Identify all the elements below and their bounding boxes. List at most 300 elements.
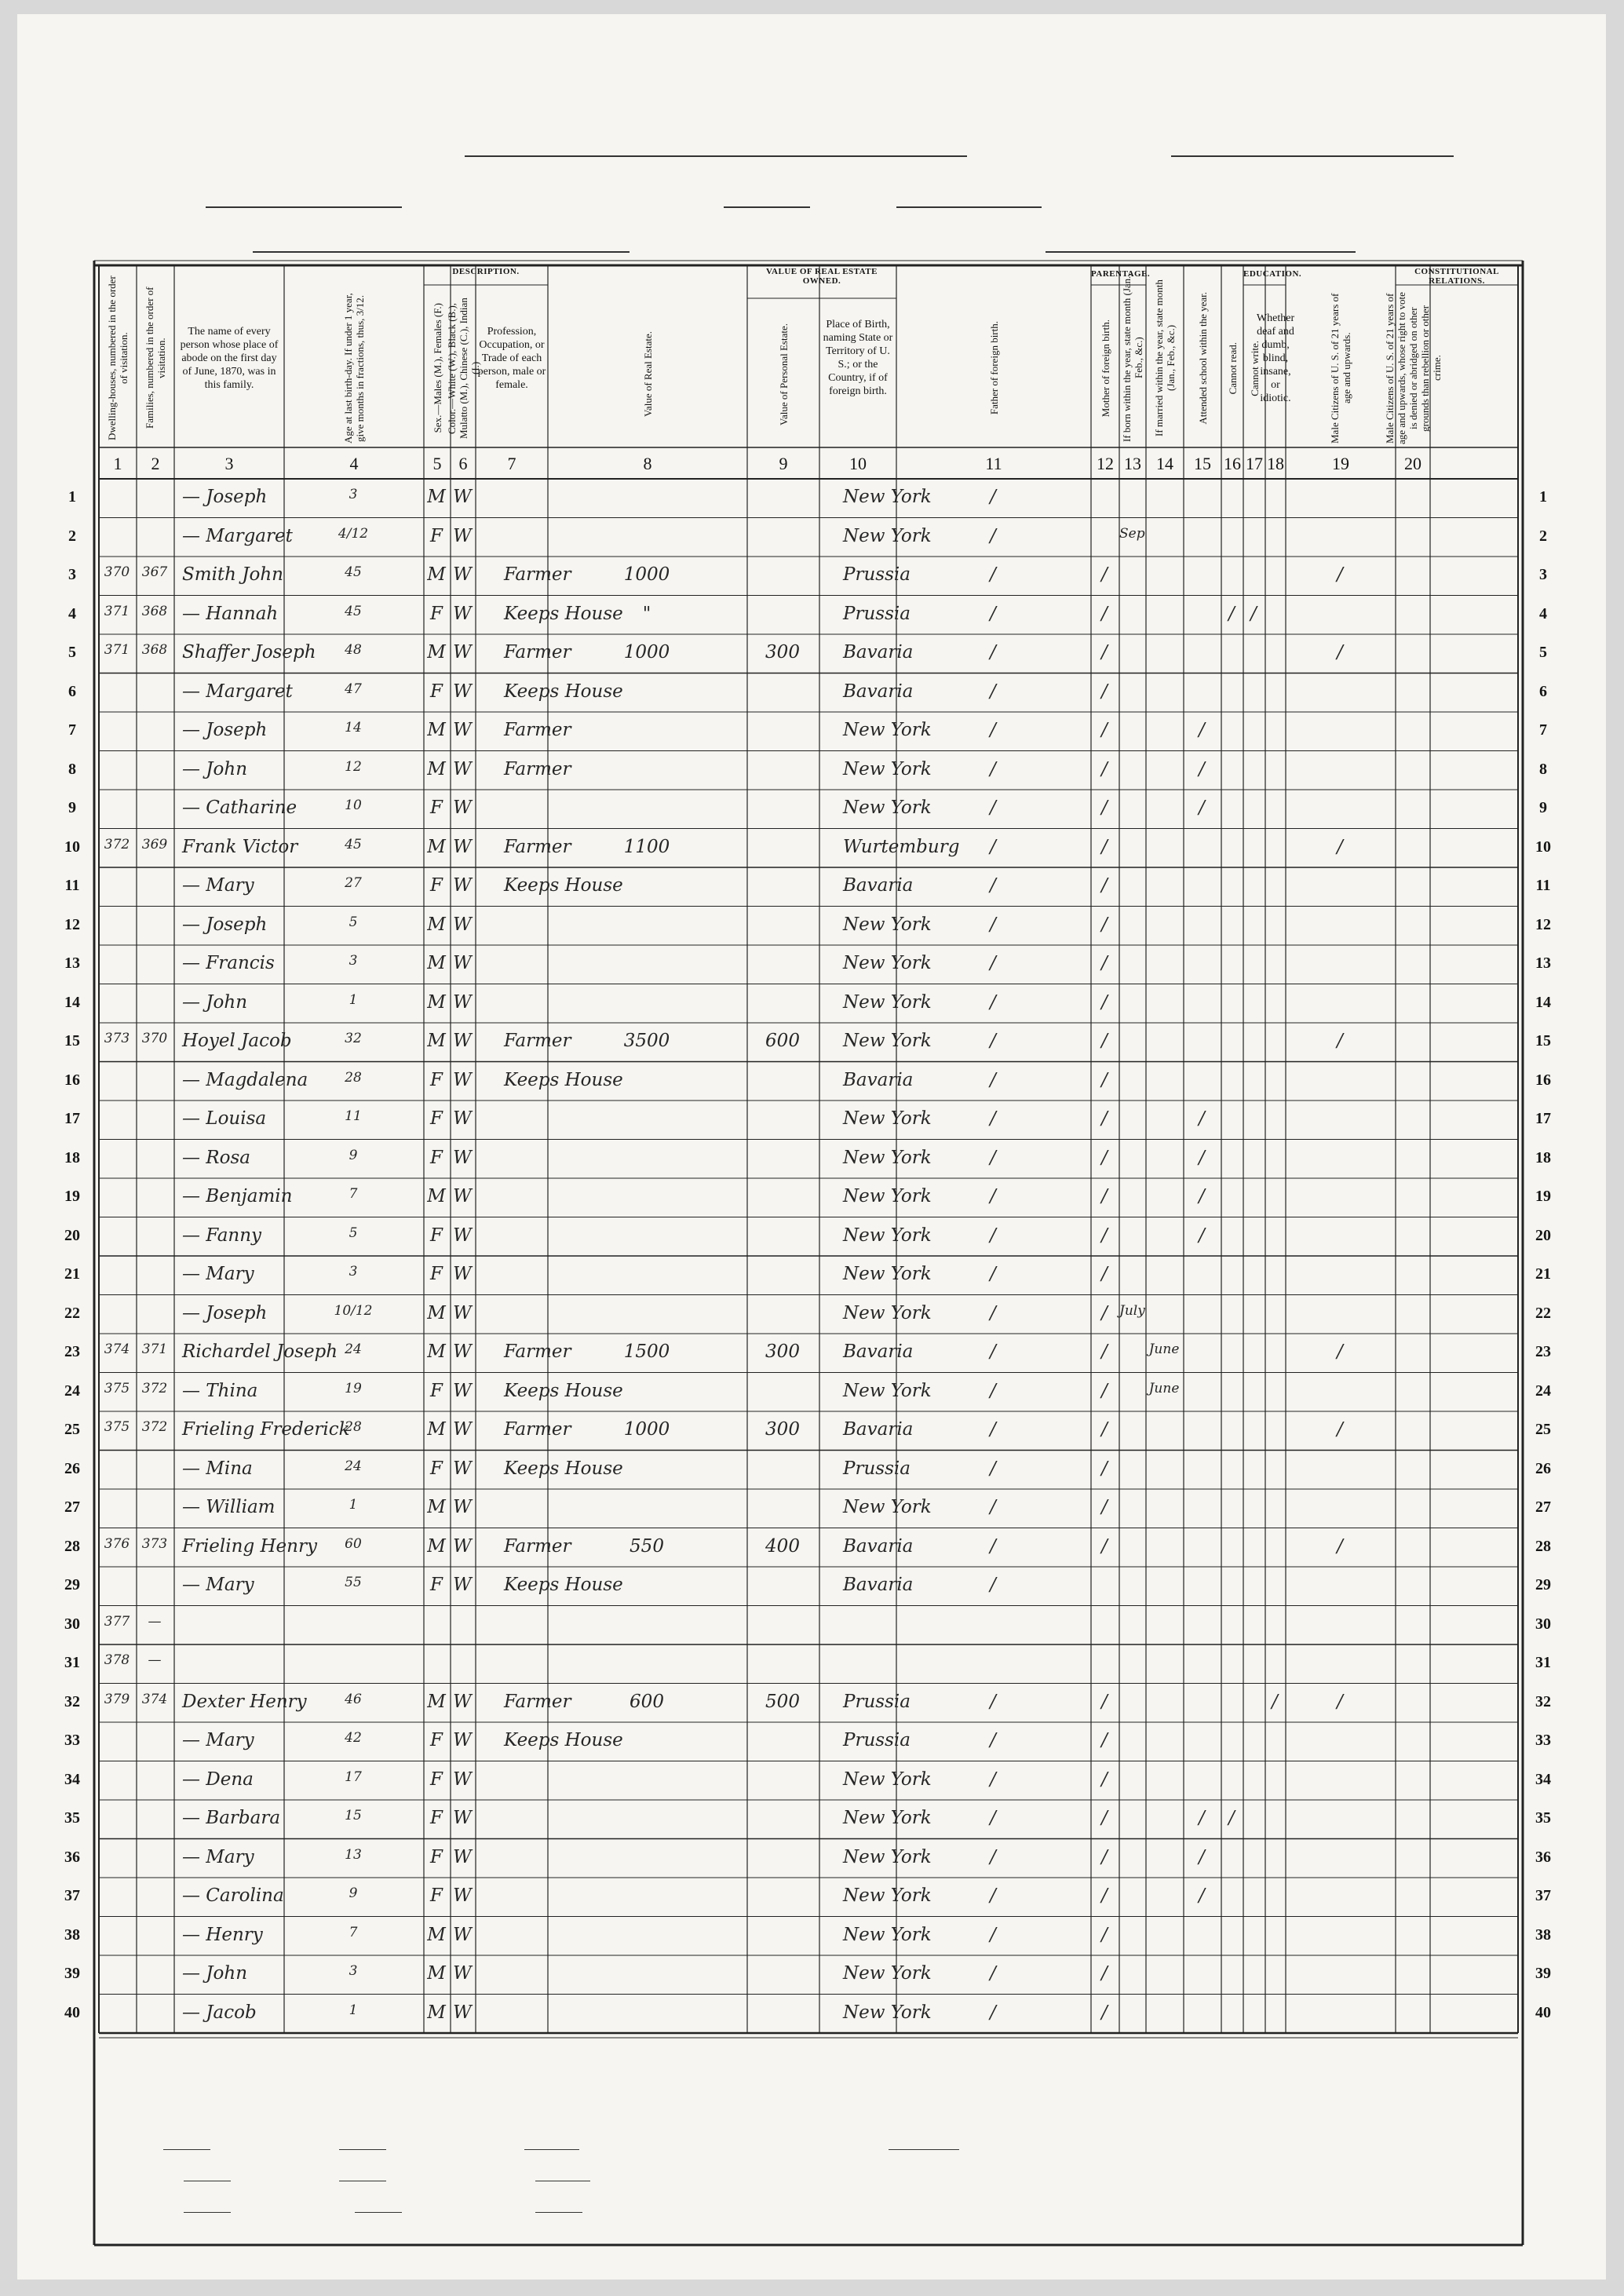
cell-birth: Bavaria xyxy=(843,1419,914,1440)
cell-re: 1500 xyxy=(623,1341,670,1362)
row-number-right: 2 xyxy=(1539,527,1547,545)
column-header-label-3: The name of every person whose place of abode on the first day of June, 1870, was in this family. xyxy=(180,325,279,391)
cell-name: — Francis xyxy=(182,953,275,973)
cell-occ: Farmer xyxy=(504,1031,571,1051)
row-number-left: 17 xyxy=(64,1110,80,1127)
cell-age: 28 xyxy=(345,1069,362,1086)
cell-fa: / xyxy=(990,1535,996,1557)
cell-fa: / xyxy=(990,1069,996,1090)
row-number-left: 35 xyxy=(64,1809,80,1827)
column-header-13 xyxy=(1121,268,1144,447)
group-header-description: DESCRIPTION. xyxy=(452,267,520,276)
cell-age: 7 xyxy=(349,1186,358,1202)
row-number-left: 27 xyxy=(64,1498,80,1516)
cell-occ: Keeps House xyxy=(504,1575,623,1595)
column-header-label-9: Value of Personal Estate. xyxy=(777,323,790,425)
cell-color: W xyxy=(453,1769,472,1790)
cell-sex: F xyxy=(430,1108,443,1129)
column-header-label-18: Whether deaf and dumb, blind, insane, or idiotic. xyxy=(1256,312,1295,404)
cell-birth: Prussia xyxy=(843,603,911,624)
cell-fa: / xyxy=(990,798,996,818)
column-header-12 xyxy=(1093,289,1118,447)
cell-color: W xyxy=(453,1186,472,1206)
row-number-left: 31 xyxy=(64,1654,80,1671)
row-number-right: 13 xyxy=(1535,955,1551,972)
cell-fa: / xyxy=(990,758,996,779)
cell-name: — William xyxy=(182,1497,276,1517)
cell-color: W xyxy=(453,1458,472,1479)
row-number-left: 25 xyxy=(64,1421,80,1438)
cell-c19: / xyxy=(1337,1341,1343,1362)
cell-f: 374 xyxy=(141,1691,168,1707)
column-number-11: 11 xyxy=(985,454,1002,473)
cell-name: — John xyxy=(182,758,248,779)
row-number-right: 15 xyxy=(1535,1032,1551,1049)
cell-color: W xyxy=(453,1730,472,1750)
cell-name: — Rosa xyxy=(182,1147,250,1168)
cell-occ: Farmer xyxy=(504,1691,571,1712)
cell-color: W xyxy=(453,1497,472,1517)
cell-mo: / xyxy=(1101,681,1108,702)
cell-d: 373 xyxy=(104,1031,130,1046)
cell-re: 3500 xyxy=(623,1031,670,1051)
cell-color: W xyxy=(453,875,472,896)
cell-birth: Bavaria xyxy=(843,1575,914,1595)
cell-mo: / xyxy=(1101,991,1108,1013)
white-males-count xyxy=(184,2212,231,2213)
cell-pe: 300 xyxy=(765,642,800,663)
cell-sex: M xyxy=(427,1302,446,1323)
cell-mo: / xyxy=(1101,642,1108,663)
cell-bm: Sep xyxy=(1119,525,1145,542)
column-header-label-17: Cannot write. xyxy=(1248,340,1261,396)
column-number-15: 15 xyxy=(1194,454,1211,473)
cell-mm: June xyxy=(1148,1341,1180,1357)
cell-c19: / xyxy=(1337,836,1343,857)
cell-occ: Keeps House xyxy=(504,1069,623,1090)
cell-birth: New York xyxy=(843,487,932,507)
cell-sch: / xyxy=(1199,1108,1205,1129)
row-number-right: 39 xyxy=(1535,1965,1551,1982)
cell-sex: M xyxy=(427,758,446,779)
cell-sch: / xyxy=(1199,720,1205,740)
cell-mo: / xyxy=(1101,1808,1108,1828)
row-number-right: 34 xyxy=(1535,1770,1551,1788)
cell-age: 1 xyxy=(349,991,358,1008)
cell-name: — Mary xyxy=(182,1846,254,1867)
cell-occ: Farmer xyxy=(504,564,571,585)
cell-color: W xyxy=(453,1108,472,1129)
cell-name: Dexter Henry xyxy=(182,1691,307,1712)
row-number-right: 37 xyxy=(1535,1887,1551,1904)
cell-c19: / xyxy=(1337,1691,1343,1712)
row-number-right: 23 xyxy=(1535,1343,1551,1360)
column-header-19 xyxy=(1287,289,1394,447)
cell-mo: / xyxy=(1101,1497,1108,1517)
cell-fa: / xyxy=(990,1341,996,1362)
cell-color: W xyxy=(453,1924,472,1945)
group-header-constitutional: CONSTITUTIONAL RELATIONS. xyxy=(1414,267,1499,286)
cell-mo: / xyxy=(1101,1147,1108,1168)
column-number-20: 20 xyxy=(1404,454,1421,473)
row-number-right: 33 xyxy=(1535,1732,1551,1749)
cell-sex: F xyxy=(430,798,443,818)
cell-fa: / xyxy=(990,1264,996,1284)
cell-sex: M xyxy=(427,953,446,973)
cell-fa: / xyxy=(990,2002,996,2023)
cell-age: 9 xyxy=(349,1885,358,1901)
cell-d: 375 xyxy=(104,1380,130,1396)
cell-color: W xyxy=(453,914,472,935)
row-number-right: 36 xyxy=(1535,1848,1551,1866)
cell-mo: / xyxy=(1101,836,1108,857)
cell-sex: M xyxy=(427,1497,446,1517)
cell-occ: Farmer xyxy=(504,758,571,779)
cell-sch: / xyxy=(1199,1808,1205,1828)
row-number-right: 25 xyxy=(1535,1421,1551,1438)
cell-fa: / xyxy=(990,836,996,857)
column-header-label-1: Dwelling-houses, numbered in the order of visitation. xyxy=(106,276,130,440)
cell-f: 371 xyxy=(141,1341,168,1357)
cell-age: 47 xyxy=(345,681,362,697)
cell-age: 48 xyxy=(345,642,362,658)
cell-occ: Keeps House xyxy=(504,1730,623,1750)
row-number-right: 38 xyxy=(1535,1926,1551,1944)
cell-name: — Catharine xyxy=(182,798,297,818)
cell-sex: F xyxy=(430,1846,443,1867)
column-header-9 xyxy=(749,301,818,447)
row-number-left: 1 xyxy=(68,488,76,506)
cell-age: 45 xyxy=(345,603,362,619)
cell-age: 5 xyxy=(349,1225,358,1241)
cell-d: 370 xyxy=(104,564,130,580)
row-number-right: 32 xyxy=(1535,1692,1551,1710)
cell-sex: F xyxy=(430,1380,443,1401)
column-number-7: 7 xyxy=(507,454,516,473)
row-number-right: 30 xyxy=(1535,1615,1551,1633)
row-number-right: 4 xyxy=(1539,604,1547,622)
cell-color: W xyxy=(453,991,472,1013)
cell-name: — Louisa xyxy=(182,1108,267,1129)
cell-birth: New York xyxy=(843,1497,932,1517)
row-number-left: 10 xyxy=(64,838,80,856)
cell-sex: M xyxy=(427,1535,446,1557)
cell-sex: M xyxy=(427,836,446,857)
group-header-real_estate: VALUE OF REAL ESTATE OWNED. xyxy=(766,267,878,286)
dwellings-count xyxy=(163,2149,210,2150)
cell-sch: / xyxy=(1199,1225,1205,1246)
row-number-left: 26 xyxy=(64,1459,80,1477)
row-number-left: 6 xyxy=(68,682,76,700)
cell-age: 32 xyxy=(345,1031,362,1046)
census-page xyxy=(17,14,1606,2280)
cell-fa: / xyxy=(990,1458,996,1479)
cell-sex: F xyxy=(430,1575,443,1595)
row-number-left: 2 xyxy=(68,527,76,545)
cell-sex: M xyxy=(427,720,446,740)
cell-age: 10/12 xyxy=(334,1302,373,1319)
row-number-right: 29 xyxy=(1535,1576,1551,1593)
cell-name: — Mary xyxy=(182,875,254,896)
column-header-label-19: Male Citizens of U. S. of 21 years of age and upwards. xyxy=(1329,293,1352,444)
cell-fa: / xyxy=(990,1885,996,1906)
cell-color: W xyxy=(453,1419,472,1440)
cell-age: 3 xyxy=(349,1264,358,1279)
cell-birth: New York xyxy=(843,1808,932,1828)
cell-sex: F xyxy=(430,1769,443,1790)
cell-color: W xyxy=(453,2002,472,2023)
row-number-left: 9 xyxy=(68,799,76,816)
cell-sex: F xyxy=(430,525,443,546)
cell-re: 1000 xyxy=(623,642,670,663)
cell-color: W xyxy=(453,1031,472,1051)
cell-name: — Jacob xyxy=(182,2002,257,2023)
cell-d: 378 xyxy=(104,1652,130,1668)
cell-birth: New York xyxy=(843,1147,932,1168)
row-number-right: 19 xyxy=(1535,1188,1551,1205)
column-header-16 xyxy=(1223,289,1242,447)
cell-age: 1 xyxy=(349,2002,358,2018)
column-header-2 xyxy=(138,268,173,447)
cell-name: Richardel Joseph xyxy=(182,1341,338,1362)
cell-color: W xyxy=(453,642,472,663)
row-number-left: 40 xyxy=(64,2003,80,2021)
cell-age: 3 xyxy=(349,953,358,969)
cell-fa: / xyxy=(990,642,996,663)
row-number-left: 19 xyxy=(64,1188,80,1205)
cell-fa: / xyxy=(990,1769,996,1790)
cell-occ: Keeps House xyxy=(504,681,623,702)
cell-sch: / xyxy=(1199,1186,1205,1206)
column-header-15 xyxy=(1185,268,1220,447)
row-number-left: 21 xyxy=(64,1265,80,1283)
row-number-right: 31 xyxy=(1535,1654,1551,1671)
row-number-left: 30 xyxy=(64,1615,80,1633)
cell-birth: New York xyxy=(843,798,932,818)
row-number-left: 7 xyxy=(68,721,76,739)
cell-birth: Prussia xyxy=(843,564,911,585)
cell-occ: Keeps House xyxy=(504,875,623,896)
column-header-10 xyxy=(821,268,895,447)
cell-occ: Keeps House xyxy=(504,603,623,624)
cell-mo: / xyxy=(1101,1419,1108,1440)
cell-cr: / xyxy=(1228,603,1235,624)
cell-name: Shaffer Joseph xyxy=(182,642,316,663)
cell-fa: / xyxy=(990,1031,996,1051)
row-number-right: 18 xyxy=(1535,1148,1551,1166)
cell-mo: / xyxy=(1101,1069,1108,1090)
cell-age: 28 xyxy=(345,1419,362,1435)
column-header-label-11: Father of foreign birth. xyxy=(987,321,1000,415)
cell-color: W xyxy=(453,1264,472,1284)
cell-sex: F xyxy=(430,1808,443,1828)
cell-re: 550 xyxy=(630,1535,664,1557)
row-number-left: 38 xyxy=(64,1926,80,1944)
cell-birth: Wurtemburg xyxy=(843,836,960,857)
cell-fa: / xyxy=(990,1846,996,1867)
cell-color: W xyxy=(453,1225,472,1246)
row-number-left: 28 xyxy=(64,1537,80,1555)
cell-occ: Farmer xyxy=(504,642,571,663)
cell-f: 373 xyxy=(141,1535,168,1552)
column-number-19: 19 xyxy=(1332,454,1349,473)
cell-color: W xyxy=(453,1147,472,1168)
row-number-left: 33 xyxy=(64,1732,80,1749)
cell-pe: 300 xyxy=(765,1341,800,1362)
column-header-14 xyxy=(1148,268,1182,447)
cell-sex: F xyxy=(430,1458,443,1479)
cell-fa: / xyxy=(990,1924,996,1945)
column-header-label-10: Place of Birth, naming State or Territory of U. S.; or the Country, if of foreign birth. xyxy=(823,319,893,397)
cell-fa: / xyxy=(990,1808,996,1828)
cell-name: — Mary xyxy=(182,1730,254,1750)
cell-color: W xyxy=(453,798,472,818)
row-number-right: 20 xyxy=(1535,1226,1551,1244)
cell-occ: Farmer xyxy=(504,1341,571,1362)
row-number-right: 3 xyxy=(1539,566,1547,583)
cell-mo: / xyxy=(1101,1302,1108,1323)
column-header-4 xyxy=(286,289,422,447)
row-number-right: 40 xyxy=(1535,2003,1551,2021)
cell-sex: M xyxy=(427,991,446,1013)
cell-color: W xyxy=(453,525,472,546)
column-header-label-12: Mother of foreign birth. xyxy=(1099,319,1111,418)
cell-re: 600 xyxy=(630,1691,664,1712)
cell-name: — Fanny xyxy=(182,1225,262,1246)
cell-age: 9 xyxy=(349,1147,358,1163)
column-header-label-4: Age at last birth-day. If under 1 year, give months in fractions, thus, 3/12. xyxy=(342,293,366,444)
cell-sex: M xyxy=(427,642,446,663)
cell-color: W xyxy=(453,681,472,702)
column-number-1: 1 xyxy=(113,454,122,473)
column-header-label-8: Value of Real Estate. xyxy=(641,331,654,418)
cell-age: 14 xyxy=(345,720,362,736)
cell-sex: F xyxy=(430,1225,443,1246)
row-number-right: 7 xyxy=(1539,721,1547,739)
cell-color: W xyxy=(453,1380,472,1401)
cell-fa: / xyxy=(990,1730,996,1750)
cell-sex: M xyxy=(427,1186,446,1206)
cell-birth: Prussia xyxy=(843,1730,911,1750)
cell-fa: / xyxy=(990,487,996,507)
row-number-left: 37 xyxy=(64,1887,80,1904)
cell-name: — Joseph xyxy=(182,1302,268,1323)
cell-name: — Mary xyxy=(182,1575,254,1595)
row-number-right: 22 xyxy=(1535,1304,1551,1322)
cell-sch: / xyxy=(1199,1846,1205,1867)
cell-d: 375 xyxy=(104,1419,130,1435)
cell-name: Hoyel Jacob xyxy=(182,1031,292,1051)
cell-name: — Margaret xyxy=(182,525,293,546)
cell-mo: / xyxy=(1101,1885,1108,1906)
cell-fa: / xyxy=(990,1691,996,1712)
cell-mm: June xyxy=(1148,1380,1180,1396)
cell-sex: M xyxy=(427,1963,446,1984)
cell-f: 367 xyxy=(141,564,168,580)
cell-mo: / xyxy=(1101,1380,1108,1401)
cell-f: 369 xyxy=(141,836,168,852)
row-number-right: 9 xyxy=(1539,799,1547,816)
cell-age: 27 xyxy=(345,875,362,891)
cell-name: Frieling Henry xyxy=(182,1535,317,1557)
cell-c19: / xyxy=(1337,1419,1343,1440)
cell-color: W xyxy=(453,758,472,779)
cell-d: 377 xyxy=(104,1613,130,1630)
cell-age: 5 xyxy=(349,914,358,930)
cell-sch: / xyxy=(1199,1885,1205,1906)
cell-mo: / xyxy=(1101,1186,1108,1206)
row-number-left: 11 xyxy=(64,877,80,894)
cell-color: W xyxy=(453,720,472,740)
cell-fa: / xyxy=(990,875,996,896)
cell-mo: / xyxy=(1101,1535,1108,1557)
cell-name: — Thina xyxy=(182,1380,258,1401)
cell-mo: / xyxy=(1101,875,1108,896)
cell-age: 3 xyxy=(349,1963,358,1979)
cell-birth: New York xyxy=(843,1031,932,1051)
column-number-12: 12 xyxy=(1097,454,1114,473)
column-header-1 xyxy=(100,268,135,447)
cell-mo: / xyxy=(1101,1730,1108,1750)
column-header-8 xyxy=(549,301,746,447)
cell-fa: / xyxy=(990,1575,996,1595)
column-number-16: 16 xyxy=(1224,454,1241,473)
cell-birth: Bavaria xyxy=(843,681,914,702)
cell-name: — Joseph xyxy=(182,914,268,935)
cell-sex: M xyxy=(427,1691,446,1712)
cell-d: 371 xyxy=(104,642,130,658)
column-number-17: 17 xyxy=(1246,454,1263,473)
cell-name: — Dena xyxy=(182,1769,254,1790)
row-number-left: 22 xyxy=(64,1304,80,1322)
cell-fa: / xyxy=(990,1419,996,1440)
cell-color: W xyxy=(453,487,472,507)
cell-birth: New York xyxy=(843,1264,932,1284)
column-header-label-2: Families, numbered in the order of visitation. xyxy=(144,287,167,429)
cell-age: 13 xyxy=(345,1846,362,1863)
cell-sch: / xyxy=(1199,1147,1205,1168)
cell-color: W xyxy=(453,564,472,585)
cell-color: W xyxy=(453,1691,472,1712)
cell-sex: M xyxy=(427,487,446,507)
cell-sex: M xyxy=(427,2002,446,2023)
row-number-right: 35 xyxy=(1535,1809,1551,1827)
cell-occ: Farmer xyxy=(504,1535,571,1557)
row-number-left: 4 xyxy=(68,604,76,622)
cell-sex: M xyxy=(427,914,446,935)
cell-birth: New York xyxy=(843,525,932,546)
column-header-label-15: Attended school within the year. xyxy=(1196,291,1209,425)
row-number-left: 34 xyxy=(64,1770,80,1788)
cell-name: — Carolina xyxy=(182,1885,284,1906)
cell-fa: / xyxy=(990,1497,996,1517)
cell-birth: Prussia xyxy=(843,1458,911,1479)
cell-f: 370 xyxy=(141,1031,168,1046)
column-header-label-13: If born within the year, state month (Jan., Feb., &c.) xyxy=(1121,273,1144,443)
cell-color: W xyxy=(453,1808,472,1828)
cell-re: 1000 xyxy=(623,1419,670,1440)
cell-sex: F xyxy=(430,1264,443,1284)
cell-mo: / xyxy=(1101,1264,1108,1284)
cell-fa: / xyxy=(990,914,996,935)
cell-sex: F xyxy=(430,1069,443,1090)
cell-age: 46 xyxy=(345,1691,362,1707)
cell-birth: New York xyxy=(843,1186,932,1206)
cell-occ: Farmer xyxy=(504,1419,571,1440)
cell-birth: New York xyxy=(843,1225,932,1246)
row-number-right: 14 xyxy=(1535,993,1551,1011)
cell-color: W xyxy=(453,1302,472,1323)
